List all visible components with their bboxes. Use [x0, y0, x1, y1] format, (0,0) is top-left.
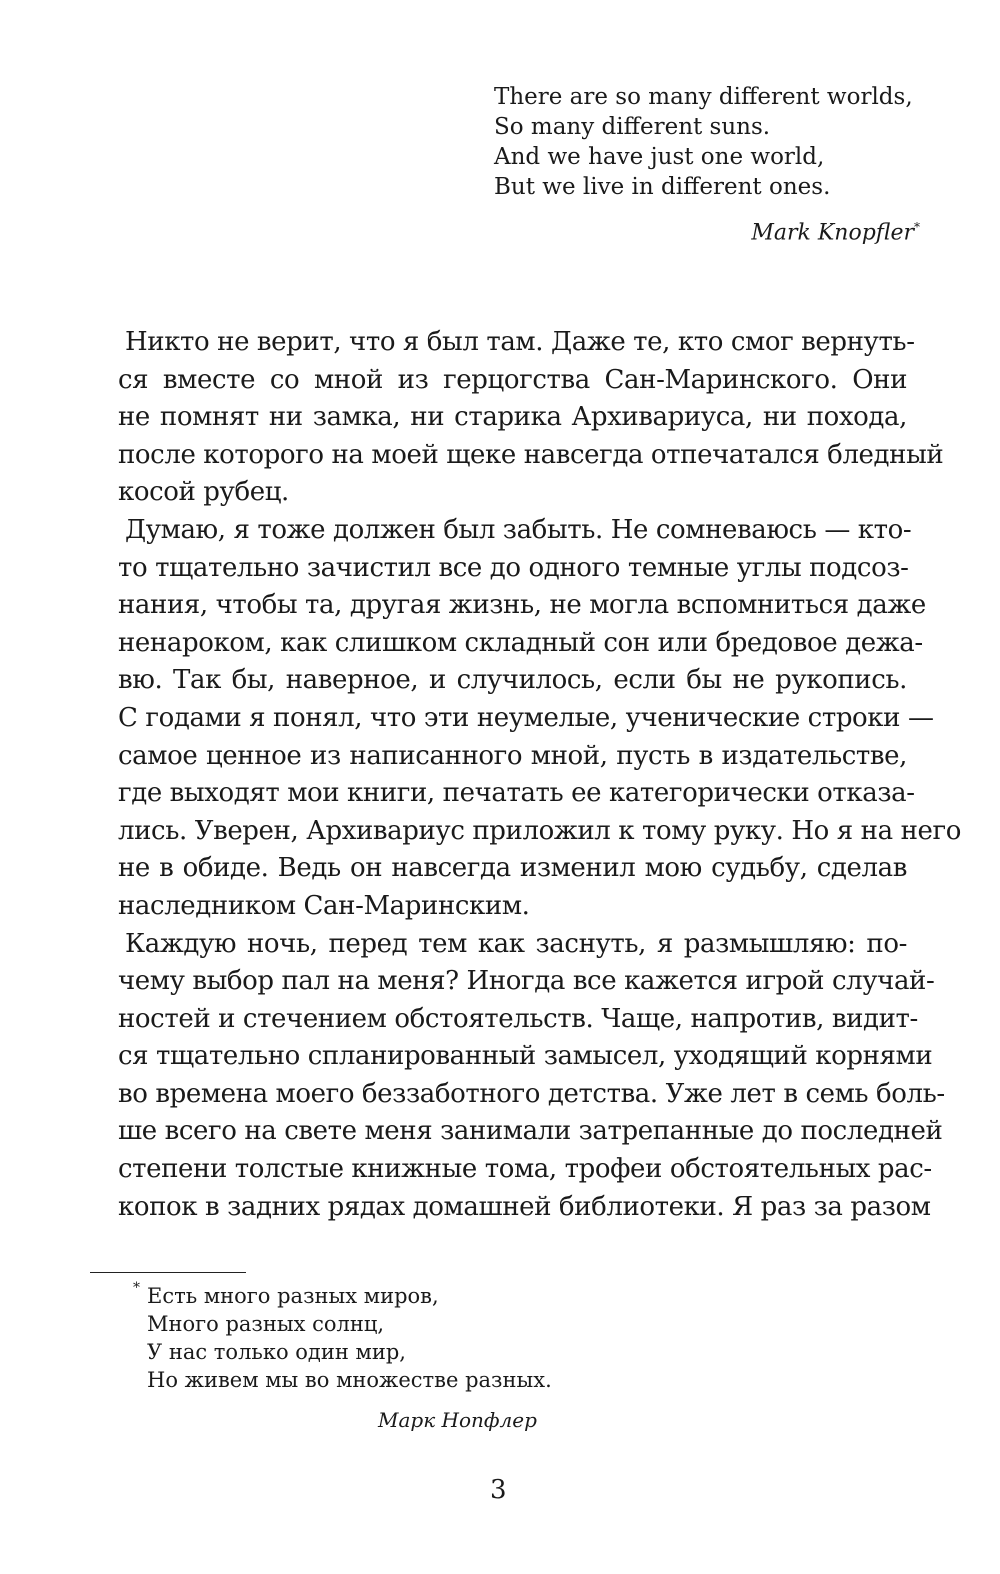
footnote-mark: * [133, 1280, 140, 1296]
footnote-line: Есть много разных миров, [147, 1284, 439, 1308]
text-line: во времена моего беззаботного детства. Уже лет в семь боль- [118, 1078, 945, 1109]
page-number: 3 [490, 1475, 507, 1505]
text-line: наследником Сан-Маринским. [118, 890, 530, 921]
text-line: ше всего на свете меня занимали затрепанные до последней [118, 1116, 943, 1147]
text-line: самое ценное из написанного мной, пусть в издательстве, [118, 740, 907, 771]
text-line: ся вместе со мной из герцогства Сан-Маринского. Они [118, 364, 907, 395]
epigraph-author [751, 220, 920, 245]
body-text [118, 324, 961, 1226]
footnote-author: Марк Нопфлер [378, 1408, 537, 1432]
text-line: не в обиде. Ведь он навсегда изменил мою судьбу, сделав [118, 853, 907, 884]
footnote-divider [90, 1272, 246, 1273]
text-line: ностей и стечением обстоятельств. Чаще, напротив, видит- [118, 1003, 918, 1034]
footnote-line: У нас только один мир, [147, 1340, 406, 1364]
footnote-line: Много разных солнц, [147, 1312, 385, 1336]
text-line: где выходят мои книги, печатать ее категорически отказа- [118, 778, 915, 809]
footnote-line: Но живем мы во множестве разных. [147, 1368, 552, 1392]
footnote [147, 1282, 552, 1394]
text-line: С годами я понял, что эти неумелые, ученические строки — [118, 702, 934, 733]
text-line: не помнят ни замка, ни старика Архивариуса, ни похода, [118, 402, 907, 433]
text-line: Никто не верит, что я был там. Даже те, кто смог вернуть- [125, 327, 915, 357]
text-line: чему выбор пал на меня? Иногда все кажется игрой случай- [118, 966, 935, 997]
text-line: ся тщательно спланированный замысел, уходящий корнями [118, 1041, 933, 1072]
epigraph-line: But we live in different ones. [494, 174, 831, 200]
text-line: то тщательно зачистил все до одного темные углы подсоз- [118, 552, 909, 583]
text-line: Каждую ночь, перед тем как заснуть, я размышляю: по- [125, 928, 907, 959]
text-line: нания, чтобы та, другая жизнь, не могла вспомниться даже [118, 590, 926, 621]
text-line: косой рубец. [118, 477, 289, 508]
text-line: ненароком, как слишком складный сон или бредовое дежа- [118, 627, 923, 658]
epigraph-line: And we have just one world, [494, 144, 825, 170]
text-line: вю. Так бы, наверное, и случилось, если бы не рукопись. [118, 665, 907, 696]
text-line: после которого на моей щеке навсегда отпечатался бледный [118, 439, 944, 470]
epigraph-line: There are so many different worlds, [494, 84, 913, 110]
epigraph [494, 82, 913, 202]
text-line: Думаю, я тоже должен был забыть. Не сомневаюсь — кто- [125, 514, 912, 545]
text-line: степени толстые книжные тома, трофеи обстоятельных рас- [118, 1154, 932, 1185]
text-line: лись. Уверен, Архивариус приложил к тому руку. Но я на него [118, 815, 961, 846]
text-line: копок в задних рядах домашней библиотеки. Я раз за разом [118, 1191, 931, 1222]
footnote-reference-mark: * [914, 220, 920, 234]
epigraph-author-name: Mark Knopfler [751, 220, 914, 246]
epigraph-line: So many different suns. [494, 114, 771, 140]
